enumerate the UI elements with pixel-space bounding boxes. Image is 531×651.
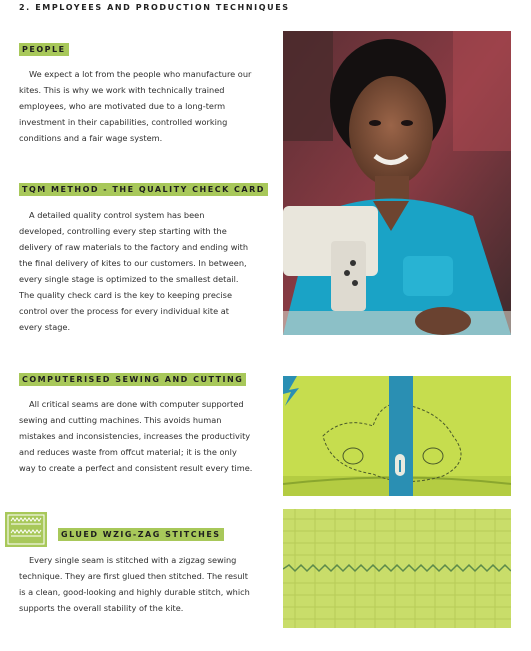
section-text-computerised: All critical seams are done with computer supported sewing and cutting machines. This avoids human mistakes and inconsistencies, increases the productivity and reduces waste from offcut material; it is the only way to create a perfect and consistent result every time. xyxy=(19,399,253,473)
section-label-computerised: COMPUTERISED SEWING AND CUTTING xyxy=(19,373,246,386)
section-text-zigzag: Every single seam is stitched with a zigzag sewing technique. They are first glued then stitched. The result is a clean, good-looking and highly durable stitch, which supports the overall stability of the kite. xyxy=(19,555,250,613)
section-label-tqm: TQM METHOD - THE QUALITY CHECK CARD xyxy=(19,183,268,196)
section-label-people: PEOPLE xyxy=(19,43,69,56)
section-label-zigzag: GLUED WZIG-ZAG STITCHES xyxy=(58,528,224,541)
canopy-seam-photo xyxy=(283,376,511,496)
section-text-tqm: A detailed quality control system has been developed, controlling every step starting with the delivery of raw materials to the factory and ending with the final delivery of kites to our customers. In between, every single stage is optimized to the smallest detail. The quality check card is the key to keeping precise control over the process for every individual kite at every stage. xyxy=(19,210,249,332)
zigzag-stitch-photo xyxy=(283,509,511,628)
page-heading: 2. EMPLOYEES AND PRODUCTION TECHNIQUES xyxy=(19,3,290,12)
zigzag-stitch-icon xyxy=(5,512,47,547)
section-text-people: We expect a lot from the people who manufacture our kites. This is why we work with technically trained employees, who are motivated due to a long-term investment in their capabilities, controlled working conditions and a fair wage system. xyxy=(19,69,252,143)
seamstress-photo xyxy=(283,31,511,335)
